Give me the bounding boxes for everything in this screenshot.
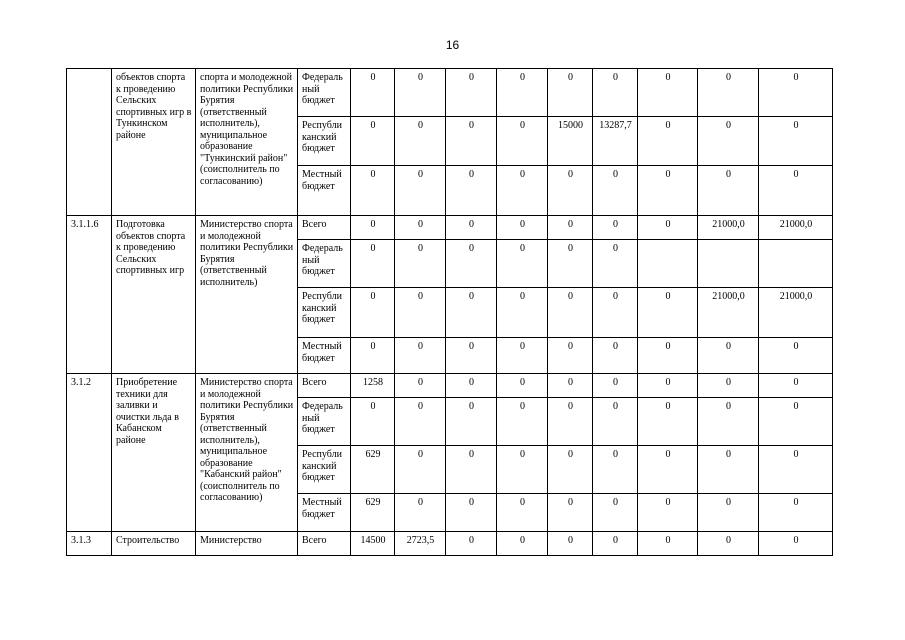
value-cell: 0 [638,288,698,338]
value-cell: 0 [395,69,446,117]
measure-name: объектов спорта к проведению Сельских спортивных игр в Тункинском районе [112,69,196,216]
value-cell: 0 [593,216,638,240]
funding-source: Местный бюджет [298,338,351,374]
value-cell: 0 [638,69,698,117]
value-cell: 0 [698,117,759,166]
value-cell: 0 [446,532,497,556]
value-cell: 0 [759,398,833,446]
value-cell: 0 [638,398,698,446]
value-cell: 0 [446,240,497,288]
value-cell: 0 [395,494,446,532]
value-cell: 0 [698,338,759,374]
value-cell: 0 [548,446,593,494]
value-cell: 0 [395,374,446,398]
value-cell: 0 [446,338,497,374]
value-cell: 0 [351,69,395,117]
value-cell: 0 [497,117,548,166]
value-cell: 0 [593,494,638,532]
measure-executor: спорта и молодежной политики Республики Бурятия (ответственный исполнитель), муниципальное образование "Тункинский район" (соисполнитель по согласованию) [196,69,298,216]
value-cell: 0 [548,166,593,216]
value-cell: 0 [446,288,497,338]
value-cell: 0 [759,338,833,374]
value-cell: 0 [446,166,497,216]
value-cell: 0 [395,398,446,446]
funding-source: Местный бюджет [298,494,351,532]
value-cell: 0 [548,288,593,338]
value-cell: 0 [548,69,593,117]
value-cell: 0 [351,166,395,216]
value-cell: 0 [395,240,446,288]
value-cell: 0 [351,398,395,446]
value-cell: 0 [759,69,833,117]
value-cell [698,240,759,288]
value-cell: 0 [638,117,698,166]
value-cell: 15000 [548,117,593,166]
measure-executor: Министерство спорта и молодежной политики Республики Бурятия (ответственный исполнитель) [196,216,298,374]
table-row [67,532,833,556]
value-cell: 0 [759,166,833,216]
value-cell: 0 [497,338,548,374]
value-cell: 0 [698,166,759,216]
value-cell: 0 [759,446,833,494]
value-cell: 629 [351,494,395,532]
budget-table [66,68,833,556]
value-cell: 0 [698,446,759,494]
value-cell: 0 [446,398,497,446]
value-cell: 0 [759,494,833,532]
value-cell: 0 [395,166,446,216]
value-cell: 0 [351,288,395,338]
value-cell: 0 [638,338,698,374]
measure-executor: Министерство [196,532,298,556]
value-cell: 0 [698,69,759,117]
value-cell: 0 [548,532,593,556]
funding-source: Республи канский бюджет [298,288,351,338]
value-cell: 14500 [351,532,395,556]
value-cell: 0 [351,216,395,240]
funding-source: Местный бюджет [298,166,351,216]
measure-code: 3.1.1.6 [67,216,112,374]
funding-source: Федераль ный бюджет [298,69,351,117]
value-cell: 0 [497,69,548,117]
value-cell: 0 [638,166,698,216]
measure-executor: Министерство спорта и молодежной политики Республики Бурятия (ответственный исполнитель), муниципальное образование "Кабанский район" (соисполнитель по согласованию) [196,374,298,532]
value-cell: 0 [497,166,548,216]
value-cell: 0 [395,338,446,374]
value-cell: 0 [497,216,548,240]
funding-source: Всего [298,216,351,240]
value-cell: 0 [548,216,593,240]
value-cell: 0 [497,288,548,338]
value-cell: 0 [698,374,759,398]
value-cell: 0 [497,398,548,446]
value-cell: 21000,0 [759,216,833,240]
value-cell: 0 [593,446,638,494]
value-cell: 0 [698,398,759,446]
value-cell: 0 [593,338,638,374]
measure-name: Подготовка объектов спорта к проведению Сельских спортивных игр [112,216,196,374]
value-cell: 0 [497,532,548,556]
funding-source: Всего [298,374,351,398]
funding-source: Федераль ный бюджет [298,398,351,446]
funding-source: Республи канский бюджет [298,446,351,494]
value-cell: 0 [593,398,638,446]
value-cell: 0 [548,338,593,374]
value-cell: 0 [638,532,698,556]
value-cell: 0 [497,494,548,532]
value-cell: 0 [548,240,593,288]
value-cell: 0 [638,494,698,532]
table-row [67,374,833,398]
measure-name: Строительство [112,532,196,556]
value-cell: 0 [395,117,446,166]
value-cell: 0 [446,446,497,494]
value-cell: 0 [395,446,446,494]
value-cell [638,240,698,288]
value-cell: 0 [759,374,833,398]
measure-name: Приобретение техники для заливки и очистки льда в Кабанском районе [112,374,196,532]
value-cell: 0 [638,374,698,398]
value-cell: 0 [759,532,833,556]
value-cell: 0 [497,446,548,494]
table-row [67,216,833,240]
value-cell: 0 [593,240,638,288]
value-cell: 0 [593,69,638,117]
value-cell: 0 [593,532,638,556]
value-cell: 0 [351,338,395,374]
value-cell: 0 [446,494,497,532]
value-cell: 21000,0 [698,216,759,240]
funding-source: Всего [298,532,351,556]
value-cell: 0 [593,166,638,216]
value-cell: 0 [698,494,759,532]
funding-source: Республи канский бюджет [298,117,351,166]
value-cell: 13287,7 [593,117,638,166]
value-cell: 21000,0 [759,288,833,338]
value-cell: 0 [638,446,698,494]
measure-code: 3.1.2 [67,374,112,532]
value-cell: 0 [395,216,446,240]
value-cell: 0 [698,532,759,556]
value-cell: 0 [548,374,593,398]
value-cell: 0 [497,240,548,288]
value-cell: 0 [593,288,638,338]
value-cell: 0 [446,374,497,398]
value-cell [759,240,833,288]
value-cell: 0 [351,240,395,288]
page-number: 16 [445,38,460,52]
value-cell: 0 [759,117,833,166]
value-cell: 21000,0 [698,288,759,338]
value-cell: 0 [351,117,395,166]
measure-code: 3.1.3 [67,532,112,556]
table-row [67,69,833,117]
value-cell: 0 [446,117,497,166]
value-cell: 0 [593,374,638,398]
value-cell: 1258 [351,374,395,398]
funding-source: Федераль ный бюджет [298,240,351,288]
value-cell: 2723,5 [395,532,446,556]
value-cell: 0 [638,216,698,240]
value-cell: 0 [395,288,446,338]
value-cell: 0 [497,374,548,398]
value-cell: 0 [446,216,497,240]
measure-code [67,69,112,216]
value-cell: 629 [351,446,395,494]
value-cell: 0 [548,398,593,446]
value-cell: 0 [548,494,593,532]
value-cell: 0 [446,69,497,117]
